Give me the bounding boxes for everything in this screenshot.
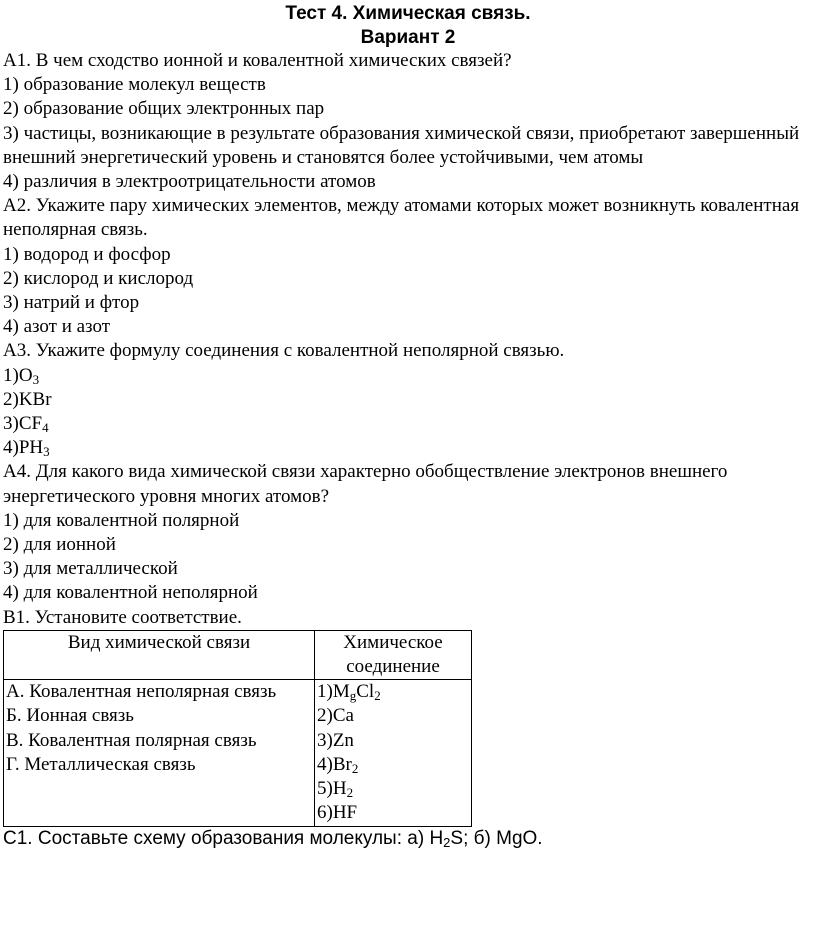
- compound-item: 2)Ca: [317, 705, 354, 727]
- option-a4-1: 1) для ковалентной полярной: [3, 509, 240, 531]
- question-a4: А4. Для какого вида химической связи характерно обобществление электронов внешнего энергетического уровня многих атомов?: [3, 461, 728, 507]
- question-b1: В1. Установите соответствие.: [3, 606, 242, 628]
- option-a1-4: 4) различия в электроотрицательности атомов: [3, 171, 376, 193]
- option-a3-2: 2)KBr: [3, 388, 52, 410]
- option-a3-4: $4)PH_3$: [3, 437, 50, 460]
- bond-type-item: Б. Ионная связь: [6, 705, 134, 727]
- document-body: [3, 49, 803, 851]
- variant-title: Вариант 2: [360, 27, 456, 48]
- option-a2-3: 3) натрий и фтор: [3, 292, 140, 314]
- bond-type-item: А. Ковалентная неполярная связь: [6, 681, 277, 703]
- option-a2-4: 4) азот и азот: [3, 316, 111, 338]
- option-a3-1: $1)O_3$: [3, 364, 40, 387]
- question-a3: А3. Укажите формулу соединения с ковалентной неполярной связью.: [3, 340, 565, 362]
- table-header-compound: Химическое соединение: [315, 630, 472, 679]
- compound-item: $4)Br_2$: [317, 753, 359, 776]
- compound-item: 3)Zn: [317, 729, 354, 751]
- bond-type-item: Г. Металлическая связь: [6, 753, 196, 775]
- compound-cell: [315, 680, 472, 826]
- table-header-bond-type: Вид химической связи: [4, 630, 315, 679]
- compound-item: 6)HF: [317, 802, 358, 824]
- option-a1-3: 3) частицы, возникающие в результате образования химической связи, приобретают завершенный внешний энергетический уровень и становятся более устойчивыми, чем атомы: [3, 122, 800, 168]
- option-a1-2: 2) образование общих электронных пар: [3, 98, 325, 120]
- option-a1-1: 1) образование молекул веществ: [3, 74, 266, 96]
- option-a2-1: 1) водород и фосфор: [3, 243, 171, 265]
- question-a2: А2. Укажите пару химических элементов, между атомами которых может возникнуть ковалентная неполярная связь.: [3, 195, 800, 241]
- question-c1: С1. Составьте схему образования молекулы: а) $H_2S$; б) MgO.: [3, 827, 543, 850]
- matching-table: [3, 630, 472, 827]
- option-a4-3: 3) для металлической: [3, 558, 178, 580]
- question-a1: А1. В чем сходство ионной и ковалентной химических связей?: [3, 50, 512, 71]
- compound-item: $1)M_gCl_2$: [317, 681, 381, 704]
- compound-item: $5)H_2$: [317, 778, 354, 801]
- test-title: Тест 4. Химическая связь.: [285, 3, 531, 24]
- option-a3-3: $3)CF_4$: [3, 413, 49, 436]
- option-a4-4: 4) для ковалентной неполярной: [3, 582, 258, 604]
- bond-type-cell: [4, 680, 315, 826]
- bond-type-item: В. Ковалентная полярная связь: [6, 729, 257, 751]
- option-a4-2: 2) для ионной: [3, 534, 116, 556]
- option-a2-2: 2) кислород и кислород: [3, 267, 194, 289]
